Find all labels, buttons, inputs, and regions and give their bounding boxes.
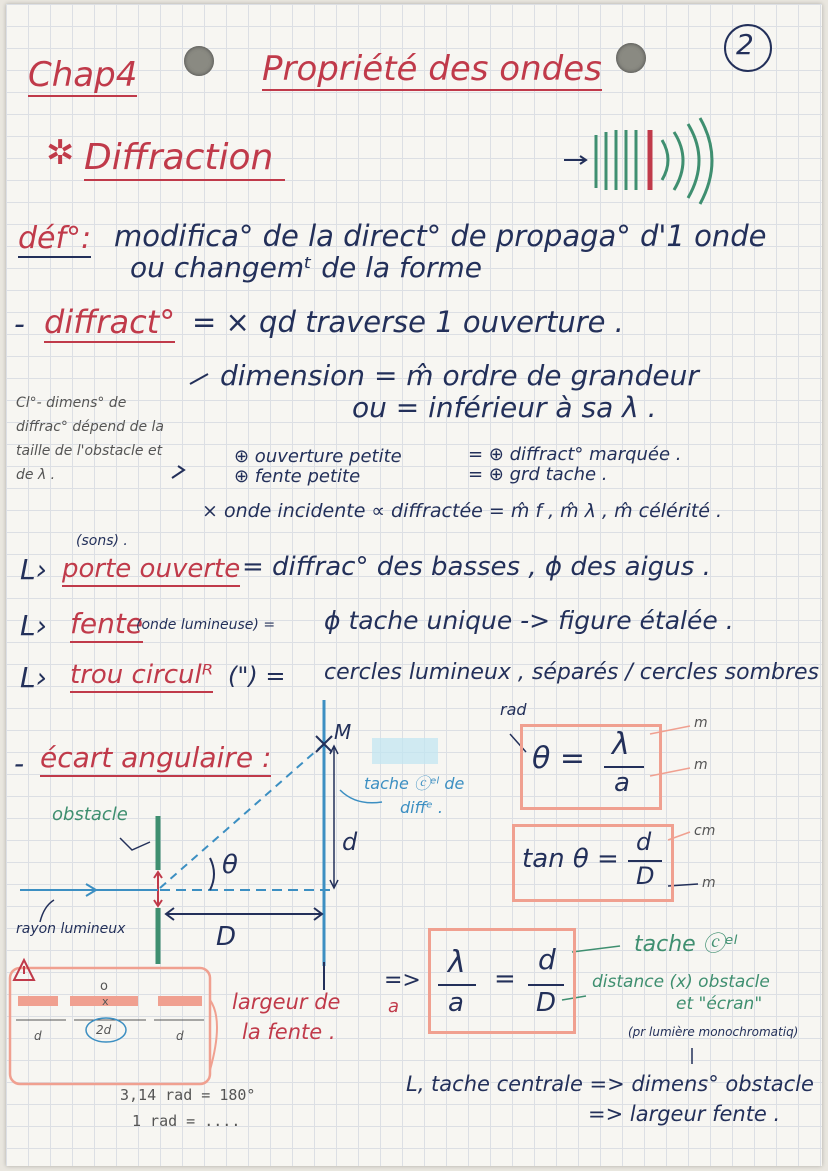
rad-label: rad: [500, 700, 527, 719]
dimension-line2: ou = inférieur à sa λ .: [352, 391, 657, 424]
formula1-lhs: θ =: [532, 741, 586, 776]
legend-distance: distance (x) obstacle: [592, 972, 770, 992]
chapter-title: Propriété des ondes: [262, 49, 602, 89]
definition-line1: modifica° de la direct° de propaga° d'1 onde: [114, 219, 767, 253]
case2-text: ϕ tache unique -> figure étalée .: [324, 606, 734, 635]
diffraction-label: diffract°: [44, 303, 176, 341]
case2-arrow: L›: [20, 609, 47, 642]
rule2-right: = ⊕ grd tache .: [468, 464, 608, 485]
conversion-line2: 1 rad = ....: [132, 1112, 241, 1130]
angular-label: écart angulaire :: [40, 744, 271, 777]
conversion-line1: 3,14 rad = 180°: [120, 1086, 256, 1104]
page-number-text: 2: [736, 28, 754, 61]
unit-m2: m: [694, 757, 708, 773]
formula2-den: D: [636, 862, 655, 890]
legend-spot: tache ⓒᵉˡ: [634, 932, 738, 957]
section-title: Diffraction: [84, 140, 285, 181]
case3-text: cercles lumineux , séparés / cercles sombres: [324, 660, 820, 685]
case2-label: fente: [70, 610, 143, 643]
ratio-bar2: [528, 984, 564, 986]
wave-icon: [564, 118, 712, 204]
diffraction-condition: = × qd traverse 1 ouverture .: [192, 305, 624, 339]
case3-note: (") =: [228, 662, 286, 690]
unit-m1: m: [694, 715, 708, 731]
ratio-bar1: [438, 984, 476, 986]
rule1-right: = ⊕ diffract° marquée .: [468, 444, 682, 465]
spot-label-line2: diffᵉ .: [400, 798, 443, 817]
warn-label-d-left: d: [34, 1029, 42, 1043]
unit-cm: cm: [694, 823, 716, 839]
legend-screen: et "écran": [676, 994, 763, 1014]
ratio-equals: =: [494, 964, 516, 994]
ratio-den2: D: [536, 988, 557, 1018]
spot-label-line1: tache ⓒᵉˡ de: [364, 774, 465, 793]
definition-line2: ou changemᵗ de la forme: [130, 251, 482, 284]
warn-label-d-right: d: [176, 1029, 184, 1043]
side-note-line3: taille de l'obstacle et: [16, 443, 163, 459]
ratio-num2: d: [538, 943, 556, 976]
ray-label: rayon lumineux: [16, 921, 126, 937]
case1-arrow: L›: [20, 553, 47, 586]
slit-width-note-line2: la fente .: [242, 1020, 336, 1044]
formula1-den: a: [614, 768, 630, 798]
central-spot-line1: L, tache centrale => dimens° obstacle: [406, 1072, 814, 1096]
warn-label-o: o: [100, 979, 108, 994]
side-note-line4: de λ .: [16, 467, 56, 483]
case3-label: trou circulᴿ: [70, 662, 213, 693]
formula2-num: d: [636, 828, 652, 856]
rule2-left: ⊕ fente petite: [234, 466, 361, 487]
formula1-num: λ: [612, 727, 630, 762]
ratio-num1: λ: [448, 945, 466, 980]
chapter-label: Chap4: [28, 55, 138, 95]
unit-m3: m: [702, 875, 716, 891]
case2-note: (onde lumineuse) =: [136, 617, 276, 633]
implies-arrow: =>: [384, 968, 421, 993]
d-label: d: [342, 828, 358, 856]
definition-label: déf°:: [18, 221, 92, 256]
star-icon: ✲: [46, 133, 75, 173]
dimension-line1: dimension = m̂ ordre de grandeur: [220, 359, 699, 392]
case3-arrow: L›: [20, 661, 47, 694]
side-note-line1: Cl°- dimens° de: [16, 395, 127, 411]
case1-text: = diffrac° des basses , ϕ des aigus .: [242, 552, 711, 582]
warn-label-2d: 2d: [96, 1023, 112, 1037]
formula2-lhs: tan θ =: [522, 844, 619, 874]
case1-note: (sons) .: [76, 533, 128, 549]
side-note-line2: diffrac° dépend de la: [16, 419, 164, 435]
case1-label: porte ouverte: [62, 556, 240, 587]
central-spot-line2: => largeur fente .: [588, 1102, 781, 1126]
obstacle-label: obstacle: [52, 804, 128, 825]
theta-label: θ: [222, 850, 238, 880]
rule1-left: ⊕ ouverture petite: [234, 446, 402, 467]
angular-dash: -: [14, 747, 25, 780]
monochromatic-note: (pr lumière monochromatiq): [628, 1025, 799, 1039]
slit-width-note-line1: largeur de: [232, 990, 341, 1014]
point-m-label: M: [334, 720, 352, 744]
D-label: D: [216, 922, 237, 952]
small-a-label: a: [388, 996, 400, 1017]
warn-label-x: x: [102, 995, 109, 1008]
dash-bullet: -: [14, 307, 25, 342]
ratio-den1: a: [448, 988, 464, 1018]
incident-wave-line: × onde incidente ∝ diffractée = m̂ f , m̂ λ , m̂ célérité .: [202, 500, 723, 522]
